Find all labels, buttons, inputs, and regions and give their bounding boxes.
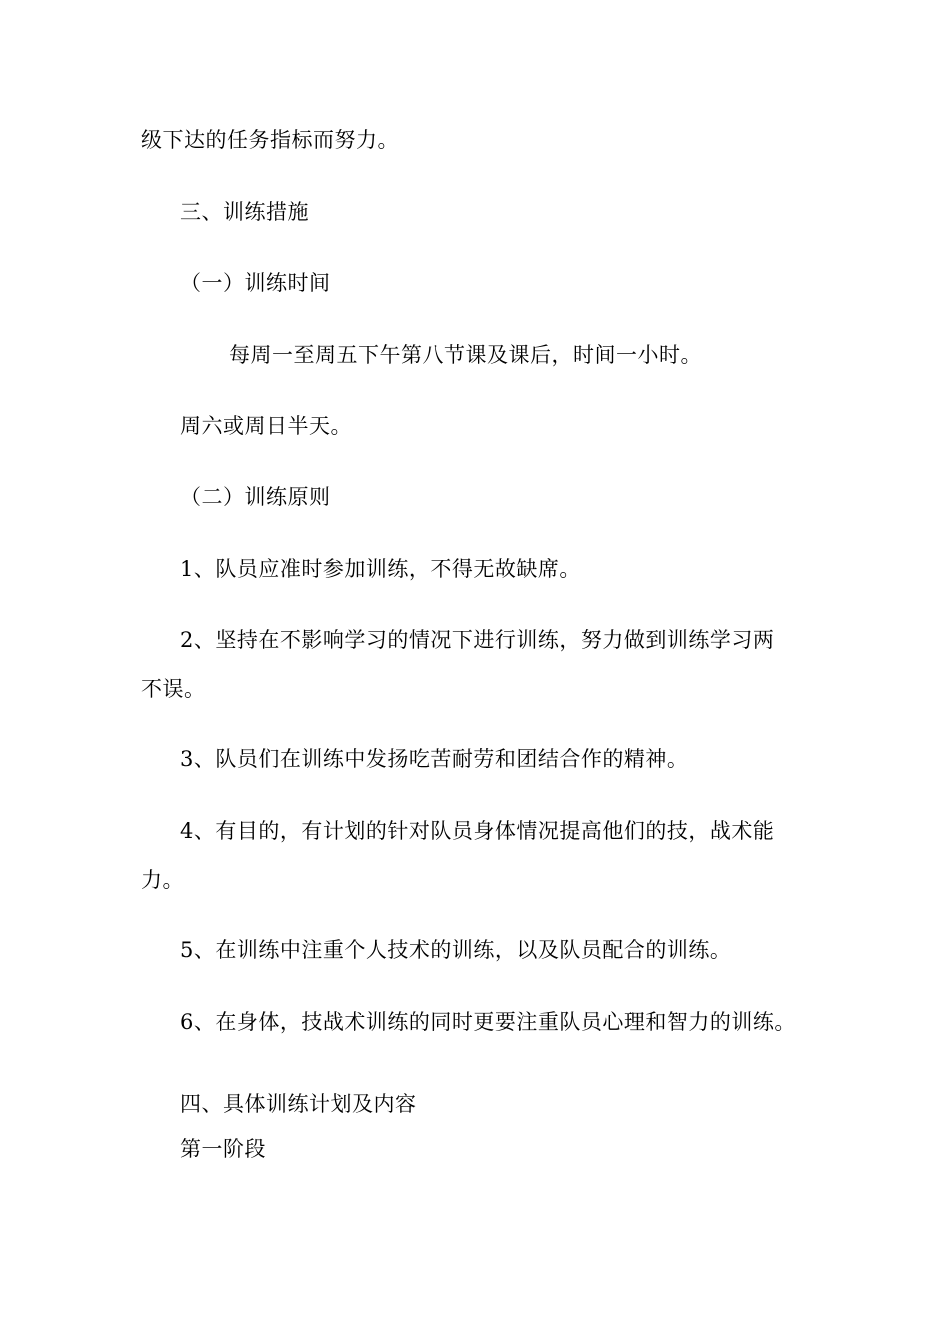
paragraph-continuation: 级下达的任务指标而努力。: [141, 128, 399, 152]
principle-item-2: 2、坚持在不影响学习的情况下进行训练，努力做到训练学习两: [180, 628, 775, 652]
principle-item-2-continuation: 不误。: [141, 677, 206, 701]
principle-item-1: 1、队员应准时参加训练，不得无故缺席。: [180, 557, 581, 581]
paragraph-schedule: 每周一至周五下午第八节课及课后，时间一小时。: [229, 343, 702, 367]
section-heading-4: 四、具体训练计划及内容: [180, 1092, 417, 1116]
principle-item-4-continuation: 力。: [141, 868, 184, 892]
phase-heading-1: 第一阶段: [180, 1137, 266, 1161]
subsection-heading-1: （一）训练时间: [180, 271, 331, 295]
principle-item-5: 5、在训练中注重个人技术的训练，以及队员配合的训练。: [180, 938, 732, 962]
principle-item-3: 3、队员们在训练中发扬吃苦耐劳和团结合作的精神。: [180, 747, 689, 771]
principle-item-6: 6、在身体，技战术训练的同时更要注重队员心理和智力的训练。: [180, 1010, 796, 1034]
section-heading-3: 三、训练措施: [180, 200, 309, 224]
principle-item-4: 4、有目的，有计划的针对队员身体情况提高他们的技，战术能: [180, 819, 775, 843]
paragraph-weekend: 周六或周日半天。: [180, 414, 352, 438]
subsection-heading-2: （二）训练原则: [180, 485, 331, 509]
